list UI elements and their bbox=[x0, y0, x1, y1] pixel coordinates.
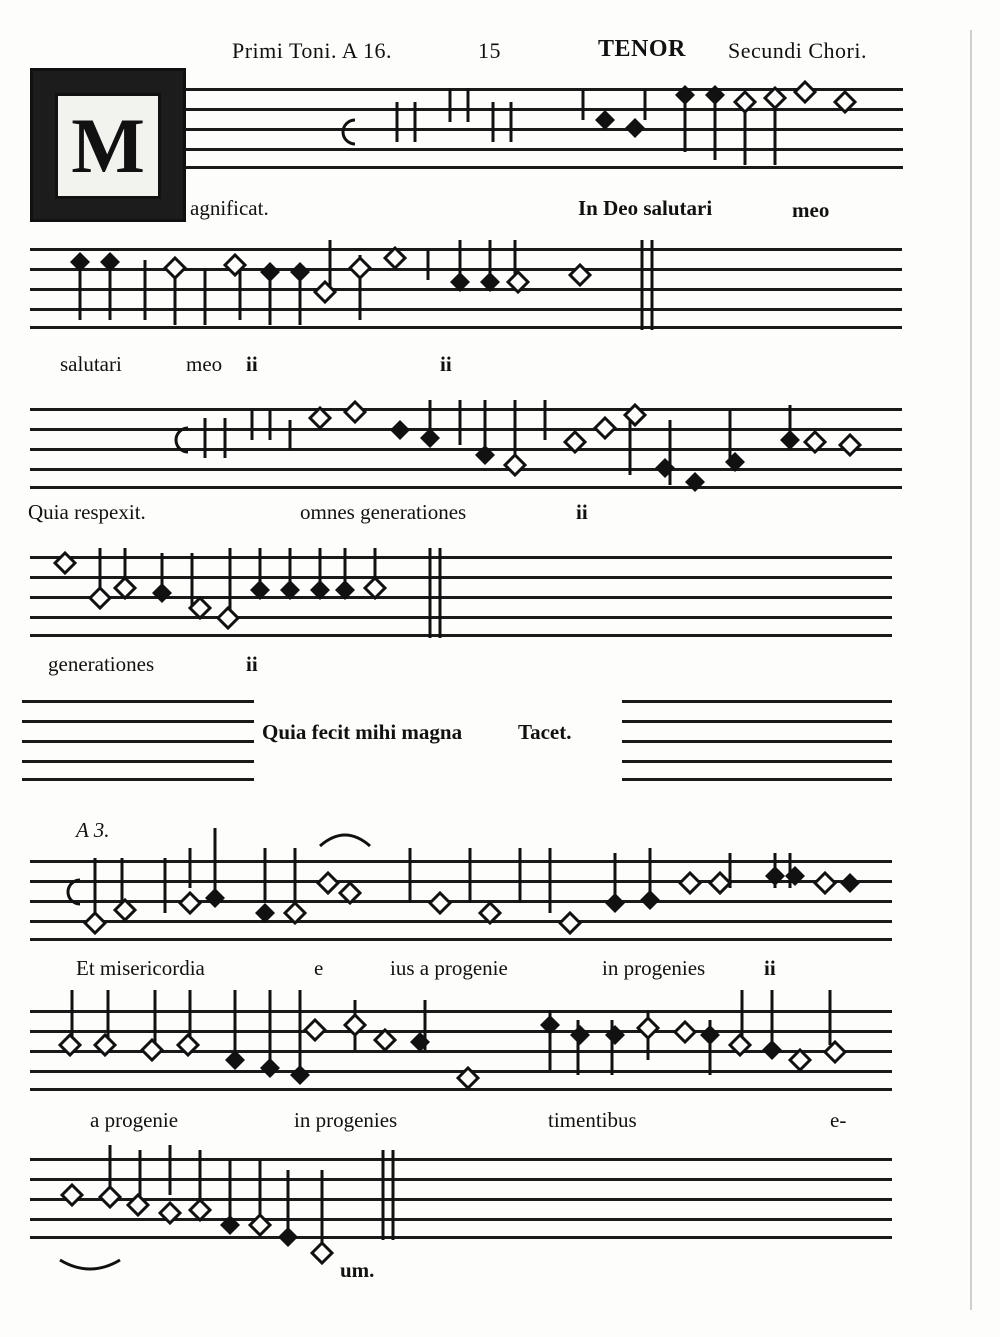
tacet-staff-right bbox=[622, 692, 892, 782]
lyric-5-5: ii bbox=[764, 956, 776, 980]
lyric-1-3: meo bbox=[792, 198, 830, 222]
initial-letter: M bbox=[55, 93, 161, 199]
staff-6-notes bbox=[30, 990, 892, 1090]
lyric-5-4: in progenies bbox=[602, 956, 706, 980]
lyric-4-1: generationes bbox=[48, 652, 155, 676]
lyric-3-3: ii bbox=[576, 500, 588, 524]
staff-7-notes bbox=[30, 1135, 892, 1265]
lyric-7-1: um. bbox=[340, 1258, 375, 1282]
lyric-1-2: In Deo salutari bbox=[578, 196, 713, 220]
lyric-2-1: salutari bbox=[60, 352, 122, 376]
staff-2-notes bbox=[30, 240, 902, 330]
choir-label: Secundi Chori. bbox=[728, 38, 867, 63]
header-title: Primi Toni. A 16. bbox=[232, 38, 392, 63]
tacet-label: Tacet. bbox=[518, 720, 572, 744]
staff-5-notes bbox=[30, 828, 892, 948]
lyric-5-3: ius a progenie bbox=[390, 956, 508, 980]
lyric-2-2: meo bbox=[186, 352, 223, 376]
lyric-6-4: e- bbox=[830, 1108, 847, 1132]
tacet-section-title: Quia fecit mihi magna bbox=[262, 720, 463, 744]
staff-4-notes bbox=[30, 548, 892, 638]
lyric-5-2: e bbox=[314, 956, 324, 980]
lyric-6-2: in progenies bbox=[294, 1108, 398, 1132]
lyric-6-3: timentibus bbox=[548, 1108, 637, 1132]
lyric-3-1: Quia respexit. bbox=[28, 500, 146, 524]
lyric-5-1: Et misericordia bbox=[76, 956, 205, 980]
staff-3-notes bbox=[30, 400, 902, 490]
lyric-3-2: omnes generationes bbox=[300, 500, 467, 524]
section-label: A 3. bbox=[76, 818, 110, 842]
tacet-staff-left bbox=[22, 692, 254, 782]
lyric-2-4: ii bbox=[440, 352, 452, 376]
lyric-6-1: a progenie bbox=[90, 1108, 179, 1132]
lyric-1-1: agnificat. bbox=[190, 196, 269, 220]
decorated-initial bbox=[30, 68, 186, 222]
lyric-2-3: ii bbox=[246, 352, 258, 376]
part-name: TENOR bbox=[598, 36, 686, 62]
scan-edge-divider bbox=[970, 30, 972, 1310]
staff-1-notes bbox=[185, 80, 903, 170]
lyric-4-2: ii bbox=[246, 652, 258, 676]
page-number: 15 bbox=[478, 38, 501, 63]
